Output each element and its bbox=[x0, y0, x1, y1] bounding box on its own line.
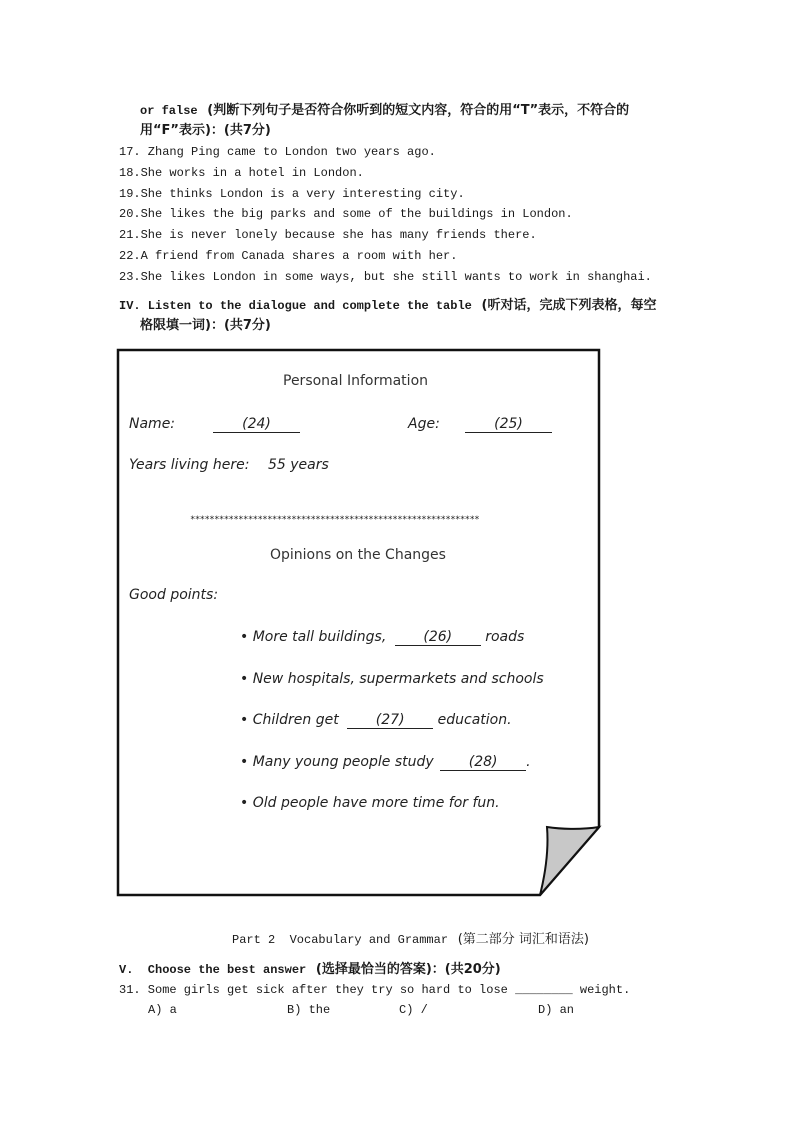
section-5-title bbox=[119, 958, 501, 977]
blank-28: (28) bbox=[440, 754, 526, 771]
instruction-line-1 bbox=[140, 99, 629, 118]
statement-22: 22.A friend from Canada shares a room with her. bbox=[119, 249, 458, 263]
section-4-title-en: IV. Listen to the dialogue and complete the table bbox=[119, 299, 472, 313]
bullet-2: • New hospitals, supermarkets and schools bbox=[240, 671, 544, 687]
bullet-3-suffix: education. bbox=[437, 712, 512, 728]
bullet-4 bbox=[240, 754, 531, 771]
bullet-1-suffix: roads bbox=[485, 629, 525, 645]
bullet-3-prefix: • Children get bbox=[240, 712, 339, 728]
section-4-title bbox=[119, 294, 656, 313]
statement-23: 23.She likes London in some ways, but she still wants to work in shanghai. bbox=[119, 270, 652, 284]
statement-17: 17. Zhang Ping came to London two years ago. bbox=[119, 145, 436, 159]
bullet-3 bbox=[240, 712, 512, 729]
question-31-option-d: D) an bbox=[538, 1003, 575, 1017]
part-2-title-en: Part 2 Vocabulary and Grammar bbox=[232, 933, 449, 947]
years-value: 55 years bbox=[268, 457, 329, 473]
instruction-line-2: 用“F”表示)：(共7分) bbox=[140, 123, 271, 138]
part-2-title-cn: (第二部分 词汇和语法) bbox=[457, 932, 589, 947]
separator-stars: ************************************************************ bbox=[190, 515, 480, 525]
statement-21: 21.She is never lonely because she has many friends there. bbox=[119, 228, 537, 242]
instruction-prefix: or false bbox=[140, 104, 198, 118]
good-points-label: Good points: bbox=[129, 587, 219, 603]
part-2-title bbox=[232, 928, 589, 947]
question-31-option-b: B) the bbox=[287, 1003, 331, 1017]
statement-19: 19.She thinks London is a very interesting city. bbox=[119, 187, 465, 201]
section-4-title-cn-2: 格限填一词)：(共7分) bbox=[140, 318, 271, 333]
card-heading: Personal Information bbox=[283, 373, 429, 389]
blank-27: (27) bbox=[347, 712, 433, 729]
section-5-title-en: V. Choose the best answer bbox=[119, 963, 307, 977]
question-31-stem: 31. Some girls get sick after they try so hard to lose ________ weight. bbox=[119, 983, 631, 997]
blank-24 bbox=[213, 416, 300, 433]
section-5-title-cn: (选择最恰当的答案)：(共20分) bbox=[315, 962, 501, 977]
statement-20: 20.She likes the big parks and some of the buildings in London. bbox=[119, 207, 573, 221]
blank-26: (26) bbox=[395, 629, 481, 646]
bullet-4-suffix: . bbox=[526, 754, 531, 770]
age-label: Age: bbox=[408, 416, 440, 432]
name-label: Name: bbox=[129, 416, 176, 432]
blank-24-label: (24) bbox=[213, 416, 300, 433]
question-31-option-a: A) a bbox=[148, 1003, 177, 1017]
bullet-4-prefix: • Many young people study bbox=[240, 754, 434, 770]
blank-25 bbox=[465, 416, 552, 433]
instruction-cn-1: (判断下列句子是否符合你听到的短文内容，符合的用“T”表示，不符合的 bbox=[207, 103, 630, 118]
bullet-1 bbox=[240, 629, 524, 646]
opinions-heading: Opinions on the Changes bbox=[270, 547, 446, 563]
blank-25-label: (25) bbox=[465, 416, 552, 433]
section-4-title-cn: (听对话，完成下列表格，每空 bbox=[481, 298, 657, 313]
years-label: Years living here: bbox=[129, 457, 250, 473]
bullet-5: • Old people have more time for fun. bbox=[240, 795, 500, 811]
question-31-option-c: C) / bbox=[399, 1003, 428, 1017]
statement-18: 18.She works in a hotel in London. bbox=[119, 166, 364, 180]
bullet-1-prefix: • More tall buildings, bbox=[240, 629, 387, 645]
